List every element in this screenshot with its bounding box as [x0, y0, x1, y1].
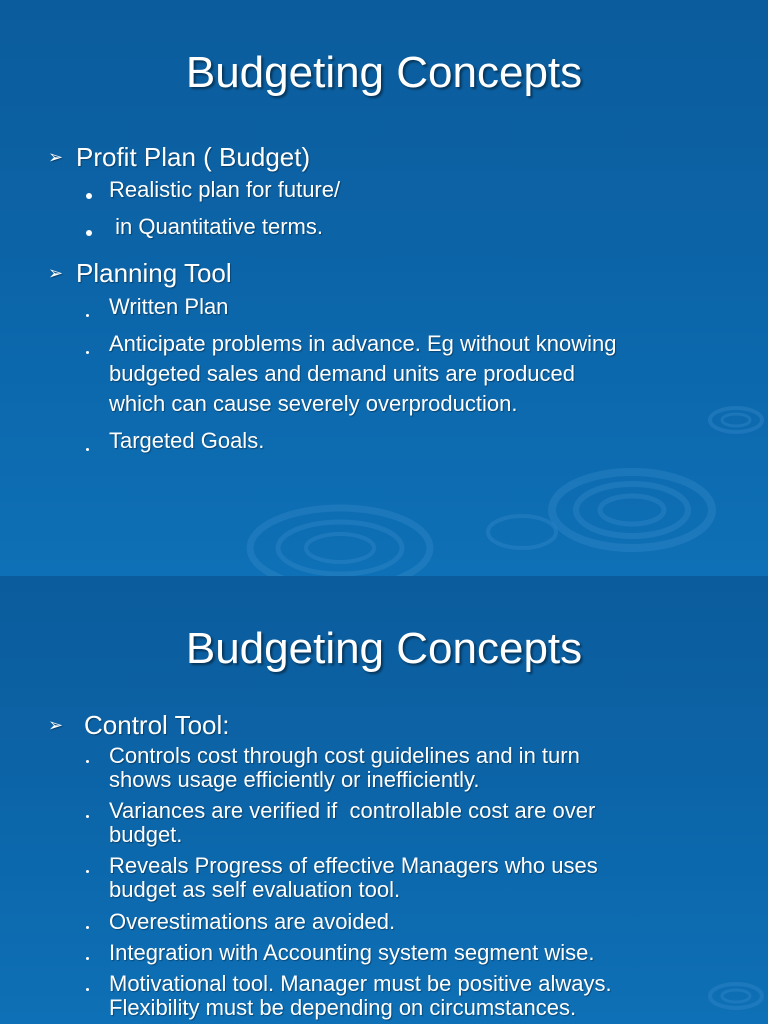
dot-icon — [86, 448, 89, 451]
dot-icon — [86, 988, 89, 991]
bullet-label: Control Tool: — [84, 710, 230, 740]
bullet-label: Planning Tool — [76, 258, 232, 288]
dot-icon — [86, 870, 89, 873]
slide-1: Budgeting Concepts ➢ Profit Plan ( Budget) Realistic plan for future/ in Quantitative terms. ➢ Planning Tool Written Plan Anticipate problems in advance. Eg without knowing budgeted sales and demand units are produced which can cause severely overproduction. Targeted Goals. — [0, 0, 768, 576]
slide-2: Budgeting Concepts ➢ Control Tool: Controls cost through cost guidelines and in turn shows usage efficiently or inefficiently. Variances are verified if controllable cost are over budget. Reveals Progress of effective Managers who uses budget as self evaluation tool. Overestimations are avoided. Integration with Accounting system segment wise. Motivational tool. Manager must be positive always. Flexibility must be depending on circumstances. — [0, 576, 768, 1024]
dot-icon — [86, 957, 89, 960]
bullet-label: Profit Plan ( Budget) — [76, 142, 311, 172]
arrowhead-icon: ➢ — [48, 147, 64, 167]
arrowhead-icon: ➢ — [48, 263, 64, 283]
dot-icon — [86, 314, 89, 317]
arrowhead-icon: ➢ — [48, 715, 64, 735]
slide-title: Budgeting Concepts — [185, 48, 583, 97]
bullet-planning-tool — [48, 258, 232, 289]
dot-icon — [86, 760, 89, 763]
dot-icon — [86, 351, 89, 354]
dot-icon — [86, 230, 92, 236]
bullet-control-tool — [48, 710, 230, 741]
dot-icon — [86, 926, 89, 929]
slide-title: Budgeting Concepts — [185, 624, 583, 673]
dot-icon — [86, 193, 92, 199]
dot-icon — [86, 815, 89, 818]
bullet-profit-plan — [48, 142, 310, 173]
